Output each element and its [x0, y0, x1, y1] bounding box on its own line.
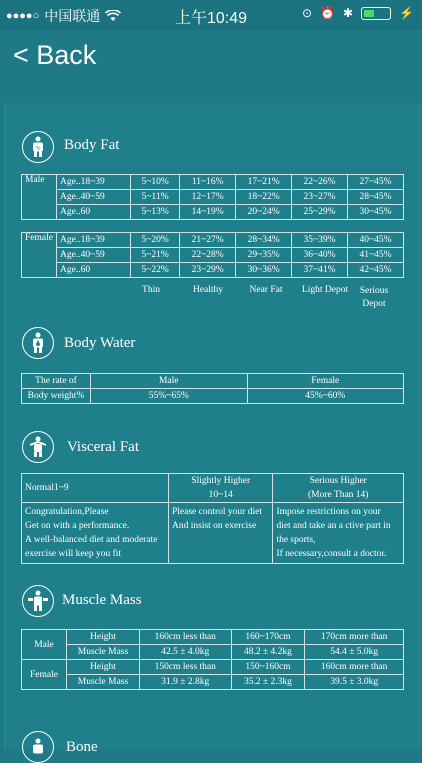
value-cell: 40~45% — [348, 233, 404, 248]
value-cell: 14~19% — [180, 205, 236, 220]
mass-cell: 54.4 ± 5.0kg — [305, 645, 404, 660]
height-cell: 150~160cm — [231, 660, 305, 675]
value-cell: 37~41% — [292, 263, 348, 278]
value-cell: 5~22% — [131, 263, 180, 278]
advice-line: Impose restrictions on your — [276, 507, 381, 517]
age-cell: Age..18~39 — [57, 175, 131, 190]
female-header: Female — [247, 374, 404, 389]
advice-line: If necessary,consult a doctor. — [276, 549, 387, 559]
muscle-mass-table — [21, 629, 404, 690]
bone-title: Bone — [66, 739, 98, 755]
table-row — [22, 374, 404, 389]
value-cell: 23~27% — [292, 190, 348, 205]
mass-cell: 42.5 ± 4.0kg — [140, 645, 232, 660]
height-label: Height — [67, 660, 140, 675]
visceral-fat-table — [21, 473, 404, 564]
advice-line: Please control your diet — [172, 507, 262, 517]
serious-header — [273, 474, 404, 503]
value-cell: 5~11% — [131, 190, 180, 205]
signal-strength-icon: ●●●●○ — [6, 10, 40, 22]
age-cell: Age..40~59 — [57, 190, 131, 205]
male-label: Male — [22, 175, 57, 220]
female-label: Female — [22, 233, 57, 278]
visceral-fat-title: Visceral Fat — [67, 439, 139, 455]
value-cell: 42~45% — [348, 263, 404, 278]
value-cell: 5~21% — [131, 248, 180, 263]
bone-icon — [22, 731, 54, 763]
visceral-fat-icon — [22, 431, 54, 463]
mass-label: Muscle Mass — [67, 645, 140, 660]
table-row — [22, 263, 404, 278]
value-cell: 22~28% — [180, 248, 236, 263]
serious-range: (More Than 14) — [307, 490, 369, 500]
advice-line: Congratulation,Please — [25, 507, 109, 517]
value-cell: 12~17% — [180, 190, 236, 205]
table-row — [22, 675, 404, 690]
table-row — [22, 205, 404, 220]
value-cell: 20~24% — [236, 205, 292, 220]
table-row — [22, 503, 404, 564]
age-cell: Age..60 — [57, 205, 131, 220]
value-cell: 30~36% — [236, 263, 292, 278]
carrier-label: 中国联通 — [44, 8, 101, 24]
body-fat-icon — [22, 131, 54, 163]
slight-range: 10~14 — [208, 490, 233, 500]
height-cell: 170cm more than — [305, 630, 404, 645]
value-cell: 29~35% — [236, 248, 292, 263]
male-label: Male — [22, 630, 67, 660]
value-cell: 5~20% — [131, 233, 180, 248]
advice-line: And insist on exercise — [172, 521, 257, 531]
age-cell: Age..18~39 — [57, 233, 131, 248]
value-cell: 5~10% — [131, 175, 180, 190]
table-row — [22, 175, 404, 190]
battery-icon — [361, 7, 391, 20]
table-row — [22, 190, 404, 205]
content-panel — [4, 103, 420, 755]
alarm-icon: ⏰ — [320, 6, 335, 20]
normal-label: Normal1~9 — [22, 474, 169, 503]
mass-cell: 39.5 ± 3.0kg — [305, 675, 404, 690]
body-fat-title: Body Fat — [64, 137, 120, 153]
slight-label: Slightly Higher — [191, 476, 251, 486]
mass-cell: 31.9 ± 2.8kg — [140, 675, 232, 690]
value-cell: 41~45% — [348, 248, 404, 263]
male-value: 55%~65% — [91, 389, 248, 404]
table-row — [22, 389, 404, 404]
nav-bar — [0, 30, 422, 102]
value-cell: 17~21% — [236, 175, 292, 190]
rotation-lock-icon: ⊙ — [301, 6, 313, 20]
row-label: The rate of — [22, 374, 91, 389]
muscle-mass-icon — [22, 585, 54, 617]
table-row — [22, 630, 404, 645]
value-cell: 28~34% — [236, 233, 292, 248]
body-water-table — [21, 373, 404, 404]
table-row — [22, 248, 404, 263]
status-bar — [0, 0, 422, 30]
value-cell: 23~29% — [180, 263, 236, 278]
table-row — [22, 474, 404, 503]
slight-advice — [169, 503, 273, 564]
height-label: Height — [67, 630, 140, 645]
muscle-mass-title: Muscle Mass — [62, 592, 142, 608]
value-cell: 11~16% — [180, 175, 236, 190]
advice-line: diet and take an a ctive part in — [276, 521, 391, 531]
value-cell: 21~27% — [180, 233, 236, 248]
mass-cell: 48.2 ± 4.2kg — [231, 645, 305, 660]
legend-near-fat: Near Fat — [249, 285, 283, 295]
table-row — [22, 233, 404, 248]
serious-advice — [273, 503, 404, 564]
advice-line: exercise will keep you fit — [25, 549, 122, 559]
legend-healthy: Healthy — [192, 285, 224, 295]
normal-advice — [22, 503, 169, 564]
charging-icon: ⚡ — [399, 6, 414, 20]
battery-fill — [364, 10, 374, 17]
body-fat-male-table — [21, 174, 404, 220]
mass-cell: 35.2 ± 2.3kg — [231, 675, 305, 690]
legend-serious-depot: Serious Depot — [359, 286, 389, 309]
value-cell: 22~26% — [292, 175, 348, 190]
height-cell: 160cm more than — [305, 660, 404, 675]
advice-line: Get on with a performance. — [25, 521, 130, 531]
legend-light-depot: Light Depot — [301, 285, 349, 295]
back-button[interactable]: < Back — [13, 40, 97, 70]
female-value: 45%~60% — [247, 389, 404, 404]
mass-label: Muscle Mass — [67, 675, 140, 690]
female-label: Female — [22, 660, 67, 690]
body-fat-female-table — [21, 232, 404, 278]
legend-thin: Thin — [142, 285, 160, 295]
value-cell: 27~45% — [348, 175, 404, 190]
bluetooth-icon: ✱ — [342, 6, 354, 20]
height-cell: 150cm less than — [140, 660, 232, 675]
value-cell: 35~39% — [292, 233, 348, 248]
value-cell: 36~40% — [292, 248, 348, 263]
age-cell: Age..40~59 — [57, 248, 131, 263]
serious-label: Serious Higher — [309, 476, 367, 486]
table-row — [22, 645, 404, 660]
row-label: Body weight% — [22, 389, 91, 404]
value-cell: 28~45% — [348, 190, 404, 205]
table-row — [22, 660, 404, 675]
advice-line: A well-balanced diet and moderate — [25, 535, 158, 545]
male-header: Male — [91, 374, 248, 389]
status-time: 上午10:49 — [174, 10, 248, 27]
height-cell: 160~170cm — [231, 630, 305, 645]
age-cell: Age..60 — [57, 263, 131, 278]
slight-header — [169, 474, 273, 503]
height-cell: 160cm less than — [140, 630, 232, 645]
body-water-icon — [22, 327, 54, 359]
advice-line: the sports, — [276, 535, 316, 545]
value-cell: 30~45% — [348, 205, 404, 220]
value-cell: 18~22% — [236, 190, 292, 205]
body-water-title: Body Water — [64, 335, 136, 351]
svg-text:%: % — [35, 146, 41, 152]
value-cell: 5~13% — [131, 205, 180, 220]
value-cell: 25~29% — [292, 205, 348, 220]
